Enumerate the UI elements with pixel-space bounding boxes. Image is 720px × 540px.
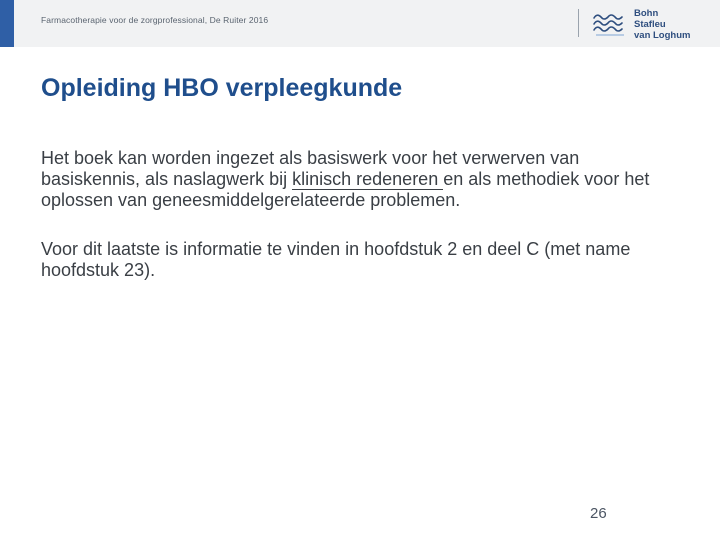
paragraph-1 [41,148,681,211]
accent-bar [0,0,14,47]
paragraph-1-start: Het boek kan worden ingezet als basiswerk voor het verwerven van basiskennis, als naslagwerk bij [41,148,580,189]
sss-wave-logo-icon [592,10,628,38]
publisher-logo-text [634,8,714,41]
underlined-term: klinisch redeneren [292,169,444,189]
logo-line-1: Bohn [634,8,659,19]
logo-line-2: Stafleu [634,19,666,30]
slide-body [41,148,681,309]
paragraph-2: Voor dit laatste is informatie te vinden in hoofdstuk 2 en deel C (met name hoofdstuk 23). [41,239,631,280]
logo-line-3: van Loghum [634,30,691,41]
page-number: 26 [590,505,607,522]
slide-title: Opleiding HBO verpleegkunde [41,74,403,102]
header-divider [578,9,579,37]
header-subtitle: Farmacotherapie voor de zorgprofessional, De Ruiter 2016 [41,15,269,25]
paragraph-1-end: en als methodiek voor het oplossen van geneesmiddelgerelateerde problemen. [41,169,650,210]
